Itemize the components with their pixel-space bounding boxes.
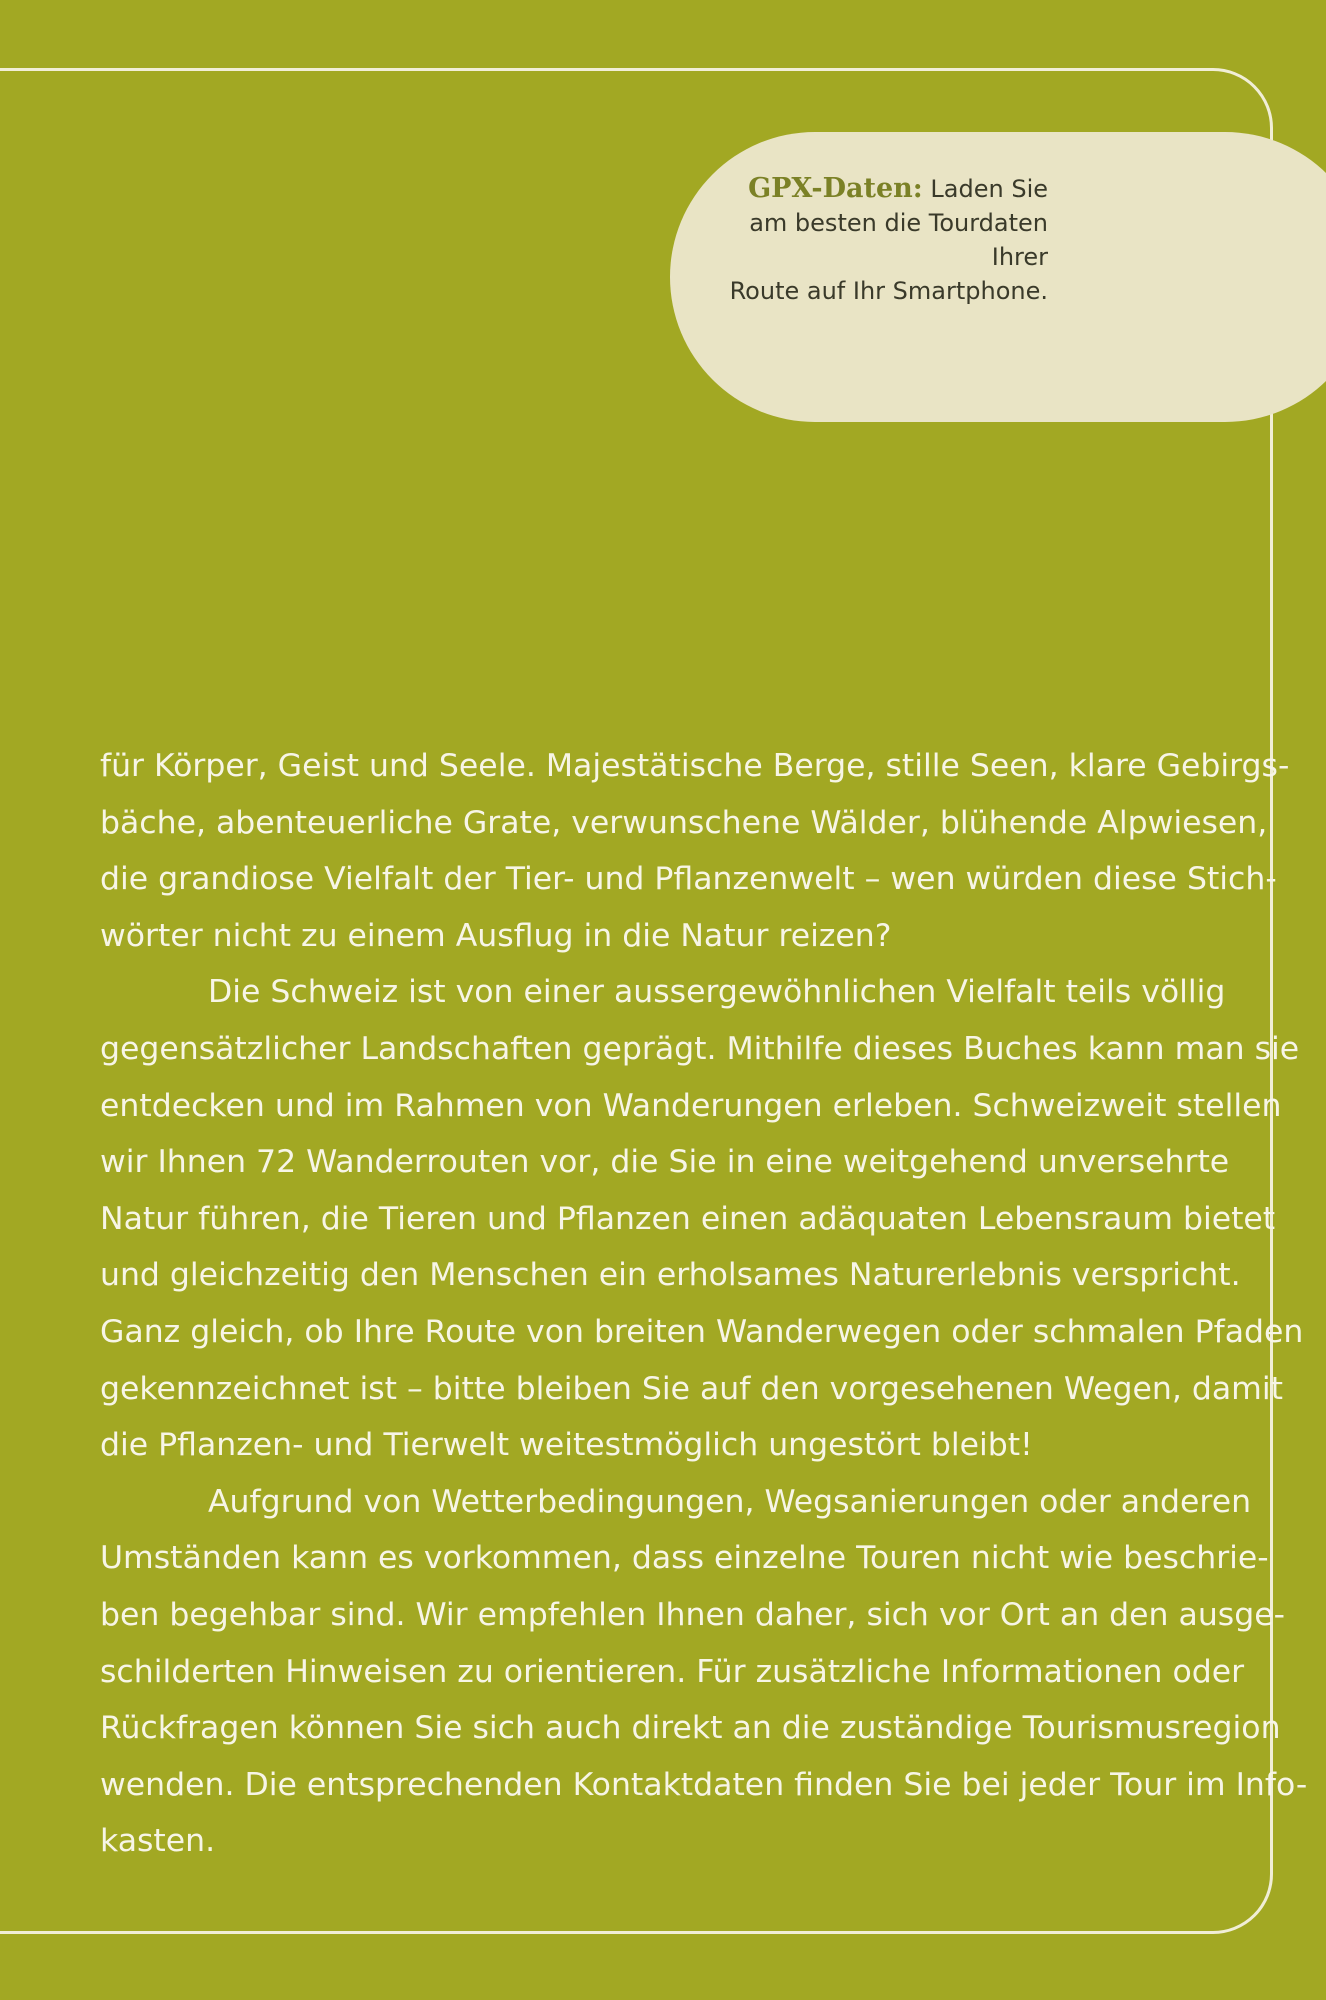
body-line: wir Ihnen 72 Wanderrouten vor, die Sie in eine weitgehend unversehrte bbox=[100, 1144, 1230, 1181]
body-line: für Körper, Geist und Seele. Majestätische Berge, stille Seen, klare Gebirgs- bbox=[100, 748, 1290, 784]
body-line: schilderten Hinweisen zu orientieren. Für zusätzliche Informationen oder bbox=[100, 1653, 1245, 1690]
body-text bbox=[100, 738, 1308, 1870]
body-line: die grandiose Vielfalt der Tier- und Pflanzenwelt – wen würden diese Stich- bbox=[100, 861, 1277, 898]
body-line: Ganz gleich, ob Ihre Route von breiten Wanderwegen oder schmalen Pfaden bbox=[100, 1313, 1304, 1350]
body-line: Die Schweiz ist von einer aussergewöhnlichen Vielfalt teils völlig bbox=[208, 974, 1226, 1011]
body-line: ben begehbar sind. Wir empfehlen Ihnen daher, sich vor Ort an den ausge- bbox=[100, 1596, 1285, 1633]
gpx-info-line-1: Laden Sie bbox=[922, 175, 1048, 203]
body-line: die Pflanzen- und Tierwelt weitestmöglich ungestört bleibt! bbox=[100, 1427, 1033, 1464]
body-line: wörter nicht zu einem Ausflug in die Natur reizen? bbox=[100, 917, 892, 954]
gpx-info-text bbox=[688, 172, 1048, 308]
gpx-info-line-2: am besten die Tourdaten Ihrer bbox=[749, 209, 1048, 271]
body-line: und gleichzeitig den Menschen ein erholsames Naturerlebnis verspricht. bbox=[100, 1257, 1241, 1294]
gpx-info-line-3: Route auf Ihr Smartphone. bbox=[729, 277, 1048, 305]
body-line: gekennzeichnet ist – bitte bleiben Sie auf den vorgesehenen Wegen, damit bbox=[100, 1370, 1283, 1407]
body-line: Rückfragen können Sie sich auch direkt an die zuständige Tourismusregion bbox=[100, 1710, 1281, 1747]
body-line: gegensätzlicher Landschaften geprägt. Mithilfe dieses Buches kann man sie bbox=[100, 1030, 1300, 1067]
body-line: kasten. bbox=[100, 1823, 216, 1860]
body-line: wenden. Die entsprechenden Kontaktdaten finden Sie bei jeder Tour im Info- bbox=[100, 1766, 1308, 1803]
body-line: bäche, abenteuerliche Grate, verwunschene Wälder, blühende Alpwiesen, bbox=[100, 804, 1268, 841]
gpx-info-label: GPX-Daten: bbox=[748, 173, 923, 204]
body-line: Aufgrund von Wetterbedingungen, Wegsanierungen oder anderen bbox=[208, 1483, 1252, 1520]
body-line: Umständen kann es vorkommen, dass einzelne Touren nicht wie beschrie- bbox=[100, 1540, 1269, 1577]
body-line: entdecken und im Rahmen von Wanderungen erleben. Schweizweit stellen bbox=[100, 1087, 1282, 1124]
body-line: Natur führen, die Tieren und Pflanzen einen adäquaten Lebensraum bietet bbox=[100, 1200, 1276, 1237]
